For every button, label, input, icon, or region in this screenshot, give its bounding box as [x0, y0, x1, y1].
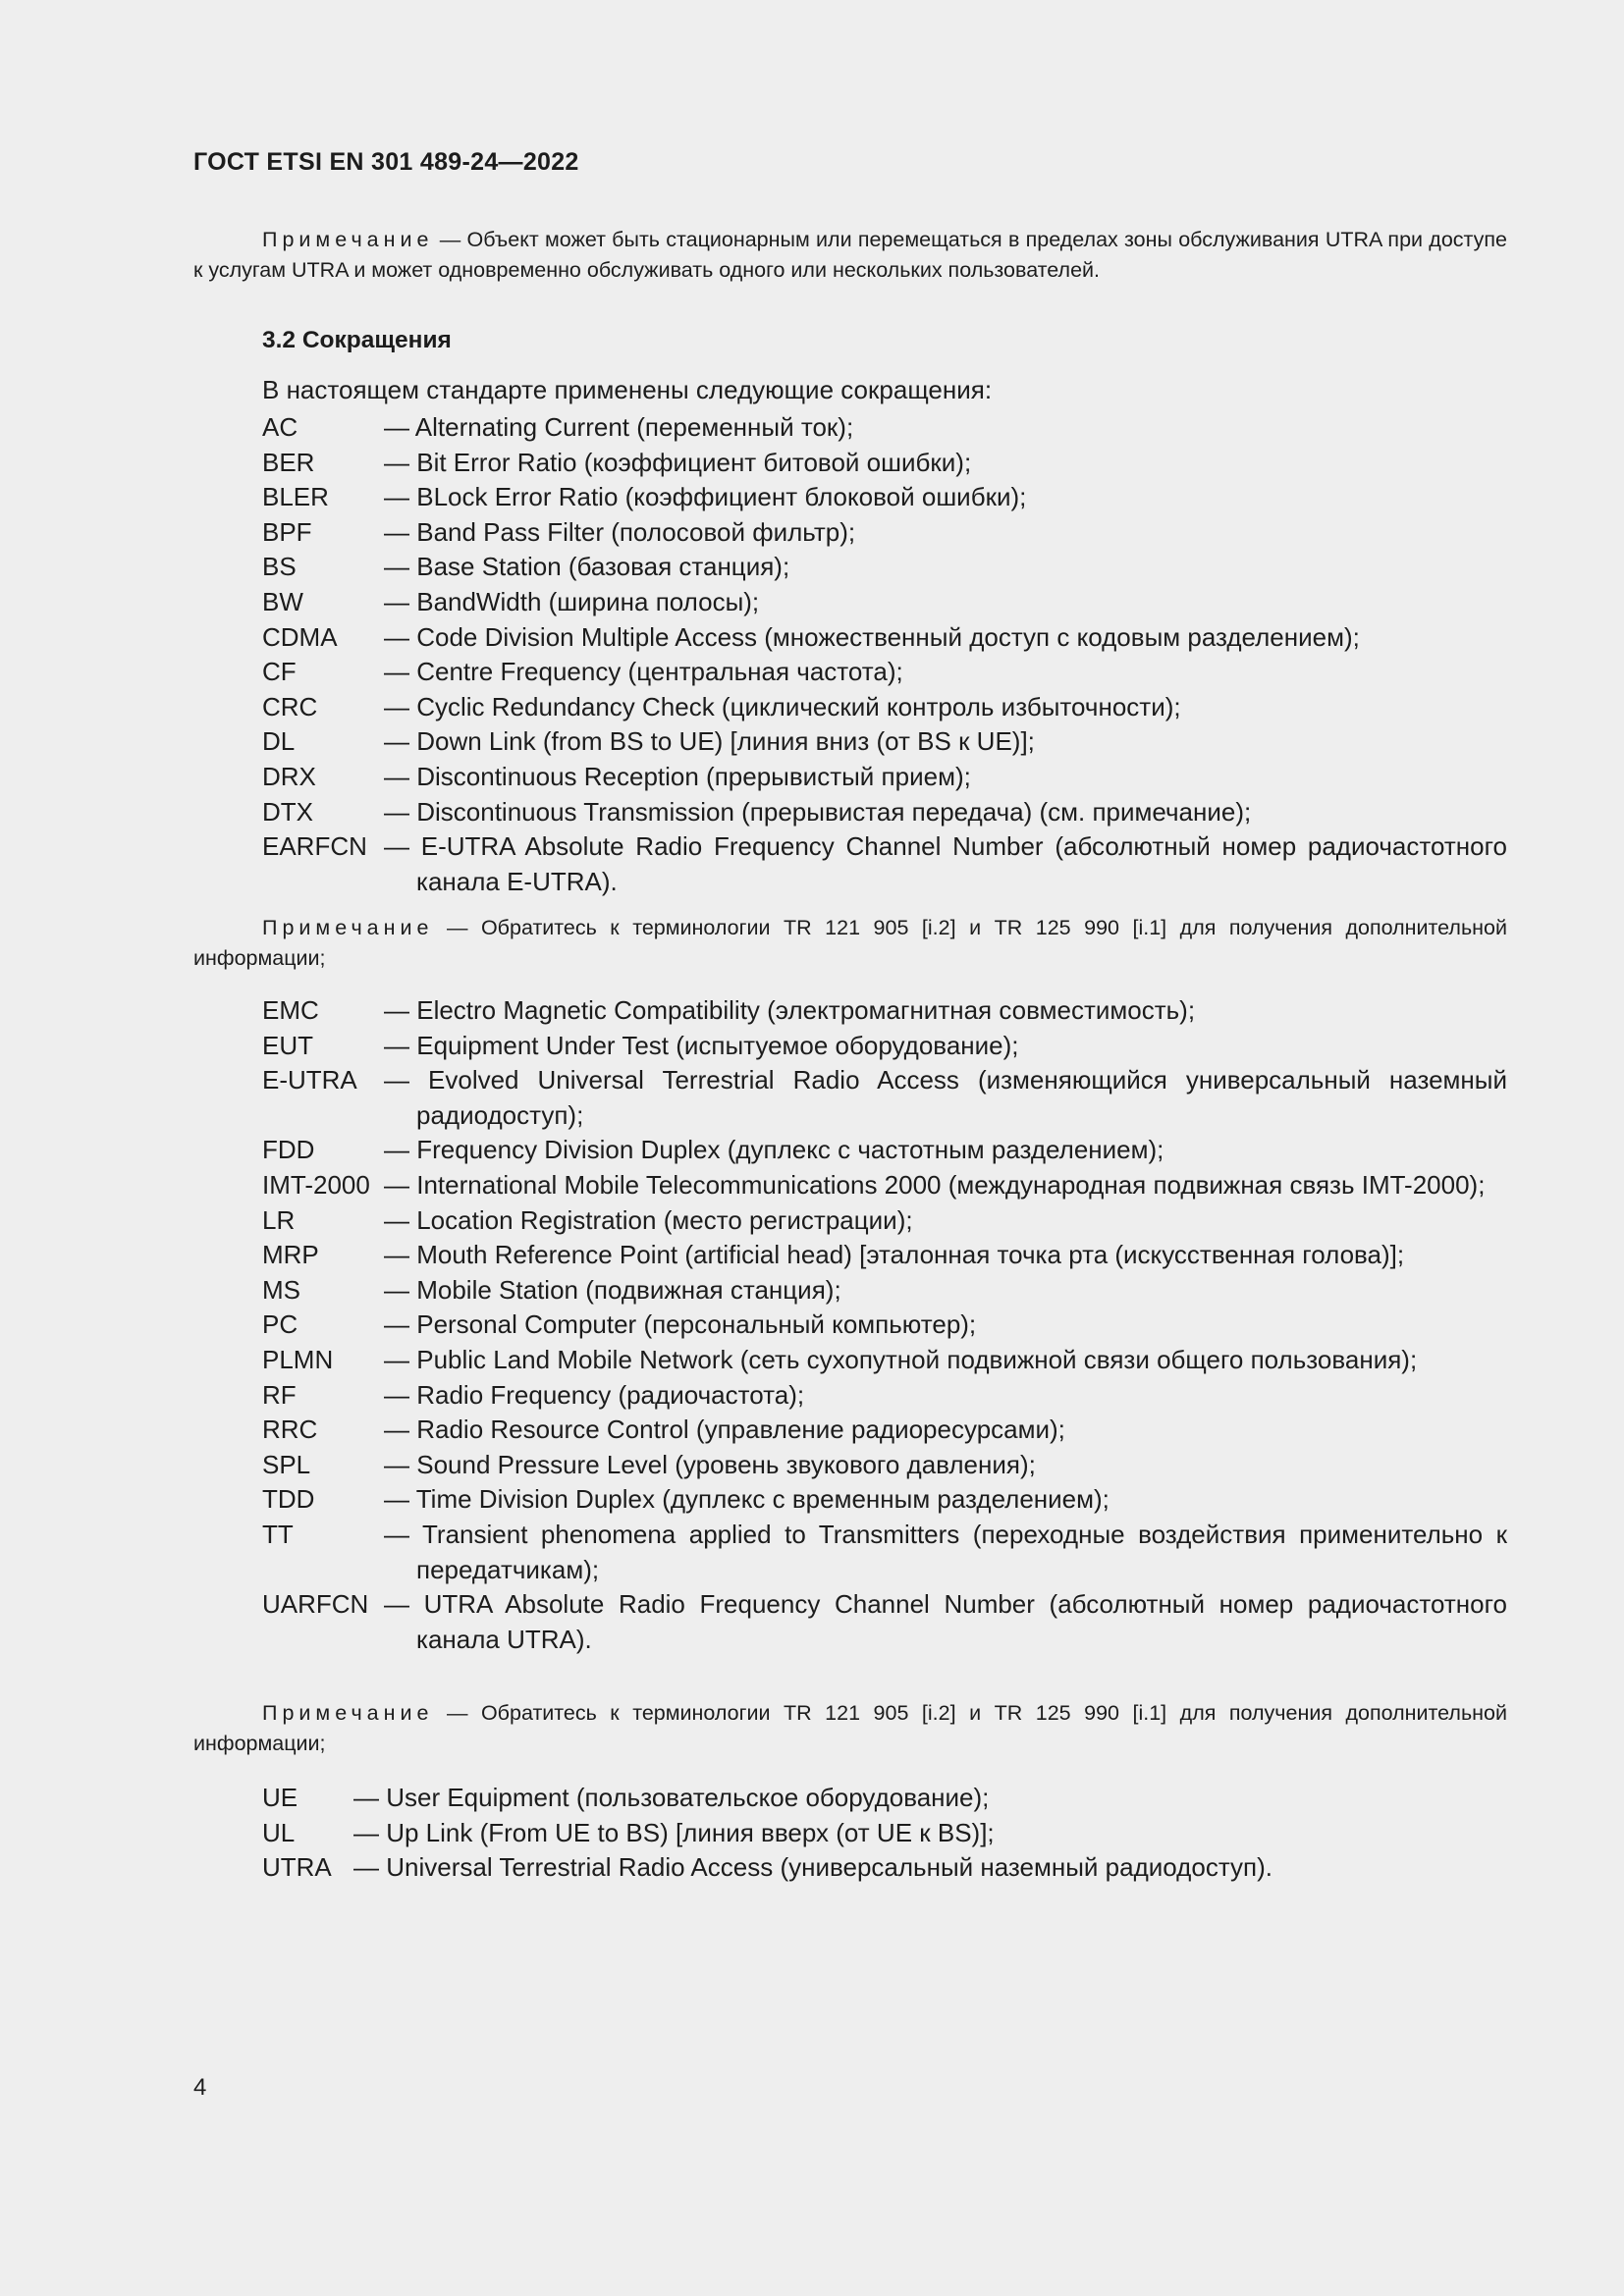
abbreviation-definition: — Evolved Universal Terrestrial Radio Access (изменяющийся универсальный наземный радиодоступ); — [384, 1065, 1507, 1130]
section-intro: В настоящем стандарте применены следующие сокращения: — [262, 375, 993, 404]
abbreviation-item — [262, 480, 1507, 515]
abbreviation-term: UE — [262, 1783, 298, 1812]
note-paragraph — [193, 913, 1507, 974]
abbreviation-item — [262, 760, 1507, 795]
abbreviation-item — [262, 1308, 1507, 1343]
abbreviation-definition: — Equipment Under Test (испытуемое оборудование); — [384, 1030, 1019, 1060]
abbreviation-item — [262, 1518, 1507, 1587]
note-paragraph — [193, 1698, 1507, 1759]
abbreviation-item — [262, 550, 1507, 585]
abbreviation-definition: — Centre Frequency (центральная частота); — [384, 657, 903, 687]
abbreviation-definition: — Radio Frequency (радиочастота); — [384, 1379, 805, 1410]
abbreviation-definition: — Up Link (From UE to BS) [линия вверх (от UE к BS)]; — [353, 1817, 995, 1847]
abbreviation-definition: — International Mobile Telecommunications 2000 (международная подвижная связь IMT-2000); — [384, 1169, 1486, 1200]
abbreviation-item — [262, 1203, 1507, 1239]
document-header: ГОСТ ETSI EN 301 489-24—2022 — [193, 148, 579, 176]
abbreviation-term: PC — [262, 1309, 298, 1340]
abbreviation-definition: — UTRA Absolute Radio Frequency Channel Number (абсолютный номер радиочастотного канала UTRA). — [384, 1589, 1507, 1654]
abbreviation-definition: — E-UTRA Absolute Radio Frequency Channel Number (абсолютный номер радиочастотного канала E-UTRA). — [384, 831, 1507, 896]
abbreviation-definition: — Universal Terrestrial Radio Access (универсальный наземный радиодоступ). — [353, 1852, 1272, 1883]
abbreviation-item — [262, 1587, 1507, 1657]
abbreviation-term: IMT-2000 — [262, 1169, 370, 1200]
abbreviation-item — [262, 446, 1507, 481]
abbreviation-definition: — Time Division Duplex (дуплекс с временным разделением); — [384, 1484, 1110, 1515]
abbreviation-item — [262, 585, 1507, 620]
note-text: — Обратитесь к терминологии TR 121 905 [i.2] и TR 125 990 [i.1] для получения дополнительной информации; — [193, 1701, 1507, 1755]
note-paragraph — [193, 225, 1507, 286]
abbreviation-term: BER — [262, 447, 315, 477]
abbreviation-term: MS — [262, 1274, 300, 1305]
abbreviation-list — [262, 410, 1507, 899]
note-text: — Обратитесь к терминологии TR 121 905 [i.2] и TR 125 990 [i.1] для получения дополнительной информации; — [193, 916, 1507, 970]
abbreviation-term: LR — [262, 1204, 296, 1235]
abbreviation-definition: — Bit Error Ratio (коэффициент битовой ошибки); — [384, 447, 972, 477]
abbreviation-definition: — Personal Computer (персональный компьютер); — [384, 1309, 977, 1340]
abbreviation-term: BLER — [262, 482, 329, 512]
abbreviation-definition: — Mouth Reference Point (artificial head) [эталонная точка рта (искусственная голова)]; — [384, 1240, 1405, 1270]
abbreviation-definition: — Discontinuous Transmission (прерывистая передача) (см. примечание); — [384, 796, 1252, 827]
abbreviation-definition: — Sound Pressure Level (уровень звукового давления); — [384, 1449, 1036, 1479]
abbreviation-term: FDD — [262, 1135, 315, 1165]
abbreviation-item — [262, 993, 1507, 1029]
abbreviation-definition: — BLock Error Ratio (коэффициент блоковой ошибки); — [384, 482, 1027, 512]
abbreviation-term: E-UTRA — [262, 1065, 357, 1095]
abbreviation-term: PLMN — [262, 1344, 334, 1374]
abbreviation-term: UTRA — [262, 1852, 332, 1883]
abbreviation-definition: — Band Pass Filter (полосовой фильтр); — [384, 516, 856, 547]
abbreviation-item — [262, 1482, 1507, 1518]
abbreviation-definition: — Code Division Multiple Access (множественный доступ с кодовым разделением); — [384, 621, 1360, 652]
abbreviation-definition: — Electro Magnetic Compatibility (электромагнитная совместимость); — [384, 995, 1196, 1025]
abbreviation-definition: — Transient phenomena applied to Transmitters (переходные воздействия применительно к передатчикам); — [384, 1519, 1507, 1584]
abbreviation-term: EARFCN — [262, 831, 367, 862]
abbreviation-definition: — Cyclic Redundancy Check (циклический контроль избыточности); — [384, 691, 1181, 721]
abbreviation-definition: — Public Land Mobile Network (сеть сухопутной подвижной связи общего пользования); — [384, 1344, 1418, 1374]
abbreviation-item — [262, 1029, 1507, 1064]
abbreviation-item — [262, 690, 1507, 725]
abbreviation-item — [262, 829, 1507, 899]
note-lead: Примечание — [262, 228, 434, 251]
abbreviation-term: AC — [262, 412, 298, 442]
abbreviation-item — [262, 1273, 1507, 1308]
abbreviation-term: CDMA — [262, 621, 338, 652]
abbreviation-term: MRP — [262, 1240, 319, 1270]
abbreviation-item — [262, 724, 1507, 760]
abbreviation-definition: — Location Registration (место регистрации); — [384, 1204, 913, 1235]
abbreviation-item — [262, 1063, 1507, 1133]
abbreviation-item — [262, 1343, 1507, 1378]
abbreviation-item — [262, 795, 1507, 830]
abbreviation-definition: — User Equipment (пользовательское оборудование); — [353, 1783, 990, 1812]
abbreviation-item — [262, 1448, 1507, 1483]
abbreviation-term: EUT — [262, 1030, 313, 1060]
abbreviation-item — [262, 1168, 1507, 1203]
abbreviation-term: DRX — [262, 761, 316, 791]
abbreviation-term: RF — [262, 1379, 297, 1410]
abbreviation-item — [262, 1378, 1507, 1414]
abbreviation-term: BPF — [262, 516, 312, 547]
note-text: — Объект может быть стационарным или перемещаться в пределах зоны обслуживания UTRA при доступе к услугам UTRA и может одновременно обслуживать одного или нескольких пользователей. — [193, 228, 1507, 282]
abbreviation-term: DTX — [262, 796, 313, 827]
abbreviation-item — [262, 1781, 1507, 1816]
abbreviation-definition: — Down Link (from BS to UE) [линия вниз (от BS к UE)]; — [384, 726, 1035, 757]
abbreviation-item — [262, 1133, 1507, 1168]
abbreviation-definition: — Frequency Division Duplex (дуплекс с частотным разделением); — [384, 1135, 1164, 1165]
abbreviation-term: UL — [262, 1817, 296, 1847]
abbreviation-definition: — Discontinuous Reception (прерывистый прием); — [384, 761, 971, 791]
note-lead: Примечание — [262, 1701, 434, 1725]
abbreviation-definition: — Radio Resource Control (управление радиоресурсами); — [384, 1415, 1065, 1445]
abbreviation-item — [262, 655, 1507, 690]
abbreviation-term: EMC — [262, 995, 319, 1025]
abbreviation-term: BS — [262, 552, 297, 582]
abbreviation-term: TDD — [262, 1484, 315, 1515]
abbreviation-item — [262, 1850, 1507, 1886]
section-title: 3.2 Сокращения — [262, 327, 452, 353]
abbreviation-term: BW — [262, 586, 303, 616]
abbreviation-term: DL — [262, 726, 296, 757]
abbreviation-term: CF — [262, 657, 297, 687]
abbreviation-item — [262, 410, 1507, 446]
abbreviation-item — [262, 515, 1507, 551]
abbreviation-term: UARFCN — [262, 1589, 369, 1620]
abbreviation-item — [262, 620, 1507, 656]
abbreviation-term: RRC — [262, 1415, 318, 1445]
abbreviation-definition: — BandWidth (ширина полосы); — [384, 586, 760, 616]
abbreviation-term: TT — [262, 1519, 294, 1549]
abbreviation-item — [262, 1816, 1507, 1851]
abbreviation-item — [262, 1413, 1507, 1448]
abbreviation-term: SPL — [262, 1449, 311, 1479]
abbreviation-list — [262, 993, 1507, 1657]
abbreviation-term: CRC — [262, 691, 318, 721]
abbreviation-definition: — Mobile Station (подвижная станция); — [384, 1274, 841, 1305]
abbreviation-definition: — Alternating Current (переменный ток); — [384, 412, 854, 442]
note-lead: Примечание — [262, 916, 434, 939]
abbreviation-definition: — Base Station (базовая станция); — [384, 552, 790, 582]
abbreviation-item — [262, 1238, 1507, 1273]
abbreviation-list — [262, 1781, 1507, 1886]
page-number: 4 — [193, 2074, 207, 2101]
